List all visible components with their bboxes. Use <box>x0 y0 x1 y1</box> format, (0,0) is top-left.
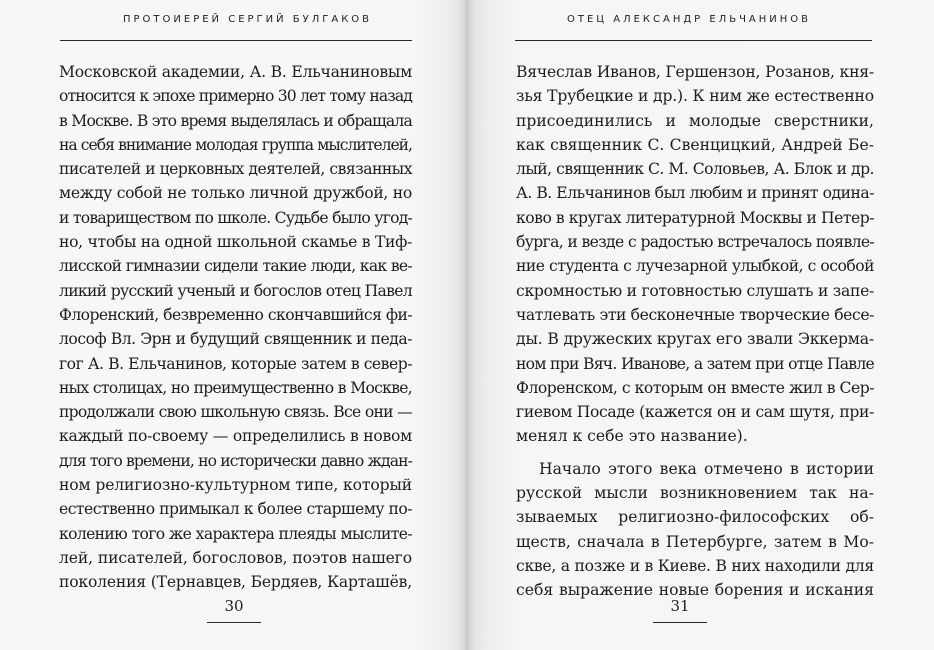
text-line: А. В. Ельчанинов был любим и принят одина- <box>516 184 874 203</box>
right-page <box>465 0 934 650</box>
text-line: колению того же характера плеяды мыслите- <box>59 524 412 543</box>
right-running-head: ОТЕЦ АЛЕКСАНДР ЕЛЬЧАНИНОВ <box>567 14 812 25</box>
text-line: в Москве. В это время выделялась и обращала <box>59 111 412 130</box>
left-page-number: 30 <box>224 597 244 615</box>
text-line: естественно примыкал к более старшему по- <box>59 500 412 519</box>
text-line: Вячеслав Иванов, Гершензон, Розанов, кня- <box>516 63 874 81</box>
text-line: поколения (Тернавцев, Бердяев, Карташёв, <box>59 573 412 592</box>
right-page-number: 31 <box>670 597 690 615</box>
text-line: на себя внимание молодая группа мыслителей, <box>59 135 412 154</box>
text-line: как священник С. Свенцицкий, Андрей Бе- <box>516 135 874 154</box>
text-line: но, чтобы на одной школьной скамье в Тиф- <box>59 233 412 252</box>
text-line: зья Трубецкие и др.). К ним же естественно <box>516 87 874 106</box>
text-line: ние студента с лучезарной улыбкой, с особой <box>516 257 874 276</box>
text-line: лый, священник С. М. Соловьев, А. Блок и др. <box>516 160 874 179</box>
text-line: чатлевать эти бесконечные творческие бесе- <box>516 305 874 324</box>
text-line: и товариществом по школе. Судьбе было угод- <box>59 208 412 227</box>
text-line: ном религиозно-культурном типе, который <box>59 476 412 495</box>
text-line: ных столицах, но преимущественно в Москве, <box>59 378 412 397</box>
text-line: ды. В дружеских кругах его звали Эккерма- <box>516 330 874 349</box>
right-header-rule <box>515 40 872 41</box>
text-line: лей, писателей, богословов, поэтов нашего <box>59 548 412 567</box>
text-line: писателей и церковных деятелей, связанных <box>59 160 412 179</box>
text-line: русской мысли возникновением так на- <box>516 484 874 503</box>
right-body-text <box>516 60 874 603</box>
text-line: менял к себе это название). <box>516 427 748 446</box>
text-line: скве, а позже и в Киеве. В них находили для <box>516 556 874 575</box>
text-line: Московской академии, А. В. Ельчаниновым <box>59 63 412 81</box>
left-header-rule <box>60 40 412 41</box>
text-line: Флоренском, с которым он вместе жил в Сер- <box>516 378 874 397</box>
left-page <box>0 0 465 650</box>
text-line: между собой не только личной дружбой, но <box>59 184 412 203</box>
text-line: Флоренский, безвременно скончавшийся фи- <box>59 305 412 324</box>
text-line: относится к эпохе примерно 30 лет тому назад <box>59 87 412 106</box>
right-page-number-rule <box>653 622 707 623</box>
text-line: каждый по-своему — определились в новом <box>59 427 412 446</box>
text-line: гог А. В. Ельчанинов, которые затем в север- <box>59 354 412 373</box>
left-body-text <box>59 60 412 595</box>
text-line: продолжали свою школьную связь. Все они — <box>59 403 412 422</box>
text-line: лисской гимназии сидели такие люди, как ве- <box>59 257 412 276</box>
text-line: ном при Вяч. Иванове, а затем при отце Павле <box>516 354 874 373</box>
text-line: ществ, сначала в Петербурге, затем в Мо- <box>516 532 874 551</box>
text-line: гиевом Посаде (кажется он и сам шутя, при- <box>516 403 874 422</box>
left-running-head: ПРОТОИЕРЕЙ СЕРГИЙ БУЛГАКОВ <box>123 14 373 25</box>
left-page-number-rule <box>207 622 261 623</box>
text-line: присоединились и молодые сверстники, <box>516 111 874 130</box>
text-line: ково в кругах литературной Москвы и Петер- <box>516 208 874 227</box>
text-line: ликий русский ученый и богослов отец Павел <box>59 281 412 300</box>
text-line: Начало этого века отмечено в истории <box>539 459 874 478</box>
text-line: скромностью и готовностью слушать и запе- <box>516 281 874 300</box>
text-line: лософ Вл. Эрн и будущий священник и педа- <box>59 330 412 349</box>
text-line: зываемых религиозно-философских об- <box>516 508 874 527</box>
text-line: для того времени, но исторически давно ждан- <box>59 451 412 470</box>
text-line: себя выражение новые борения и искания <box>516 581 874 600</box>
text-line: бурга, и везде с радостью встречалось появле- <box>516 233 874 252</box>
